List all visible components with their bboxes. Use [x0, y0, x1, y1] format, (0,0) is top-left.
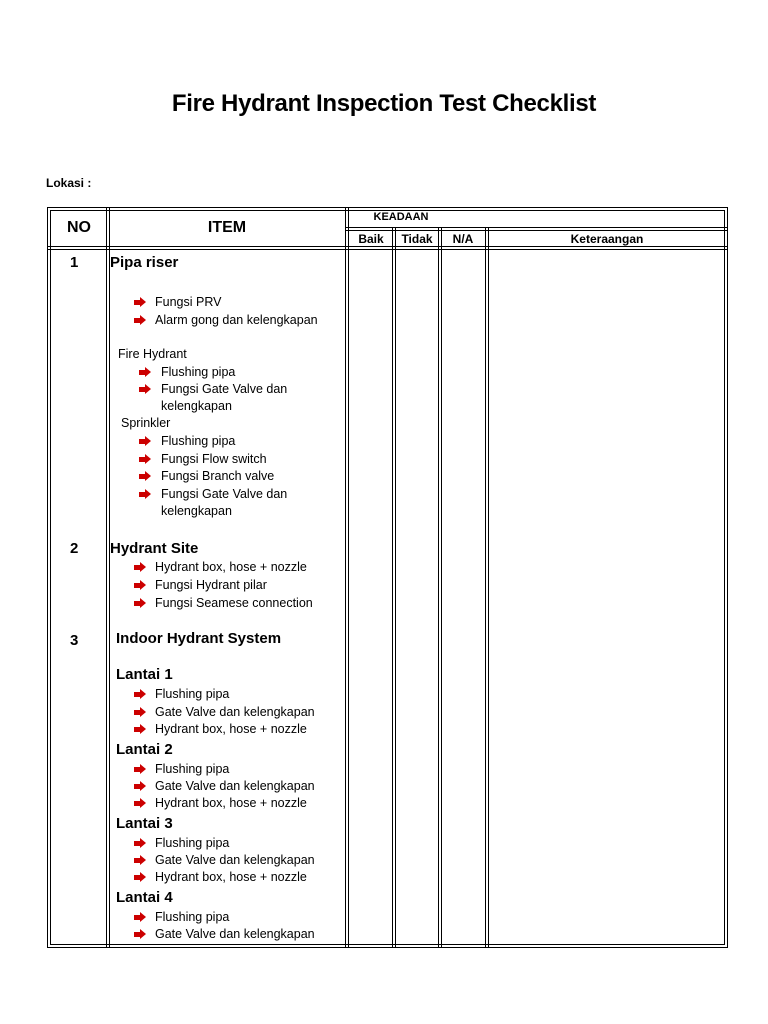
list-item: Flushing pipa	[155, 687, 230, 701]
row-number: 1	[70, 254, 79, 271]
row-number: 3	[70, 632, 79, 649]
section-title: Hydrant Site	[110, 540, 199, 557]
list-item: Fungsi Gate Valve dan	[161, 382, 288, 396]
header-no: NO	[67, 219, 91, 236]
list-item: Gate Valve dan kelengkapan	[155, 927, 315, 941]
list-item: Hydrant box, hose + nozzle	[155, 796, 307, 810]
list-item: Flushing pipa	[155, 910, 230, 924]
list-item: Alarm gong dan kelengkapan	[155, 313, 318, 327]
floor-label: Lantai 2	[116, 741, 173, 758]
list-item: Flushing pipa	[155, 836, 230, 850]
list-item: Flushing pipa	[155, 762, 230, 776]
lokasi-label: Lokasi :	[46, 176, 92, 190]
header-item: ITEM	[207, 219, 247, 236]
list-item: Gate Valve dan kelengkapan	[155, 853, 315, 867]
list-item: Gate Valve dan kelengkapan	[155, 705, 315, 719]
list-item: Fungsi Gate Valve dan	[161, 487, 288, 501]
list-item: Fungsi Branch valve	[161, 469, 275, 483]
section-title: Pipa riser	[110, 254, 179, 271]
list-item: Flushing pipa	[161, 434, 236, 448]
list-item: Fungsi Flow switch	[161, 452, 267, 466]
floor-label: Lantai 4	[116, 889, 173, 906]
list-item-continuation: kelengkapan	[161, 399, 232, 413]
header-baik: Baik	[358, 232, 384, 246]
list-item-continuation: kelengkapan	[161, 504, 232, 518]
list-item: Hydrant box, hose + nozzle	[155, 722, 307, 736]
list-item: Fungsi Hydrant pilar	[155, 578, 267, 592]
section-title: Indoor Hydrant System	[116, 630, 282, 647]
list-item: Gate Valve dan kelengkapan	[155, 779, 315, 793]
header-na: N/A	[452, 232, 474, 246]
floor-label: Lantai 3	[116, 815, 173, 832]
list-item: Hydrant box, hose + nozzle	[155, 560, 307, 574]
header-keadaan: KEADAAN	[373, 211, 429, 223]
header-tidak: Tidak	[401, 232, 433, 246]
header-keterangan: Keteraangan	[570, 232, 644, 246]
list-item: Fungsi PRV	[155, 295, 222, 309]
page-title: Fire Hydrant Inspection Test Checklist	[171, 90, 597, 117]
list-item: Flushing pipa	[161, 365, 236, 379]
subsection-label: Fire Hydrant	[118, 347, 187, 361]
list-item: Hydrant box, hose + nozzle	[155, 870, 307, 884]
floor-label: Lantai 1	[116, 666, 173, 683]
row-number: 2	[70, 540, 79, 557]
list-item: Fungsi Seamese connection	[155, 596, 313, 610]
subsection-label: Sprinkler	[121, 416, 171, 430]
